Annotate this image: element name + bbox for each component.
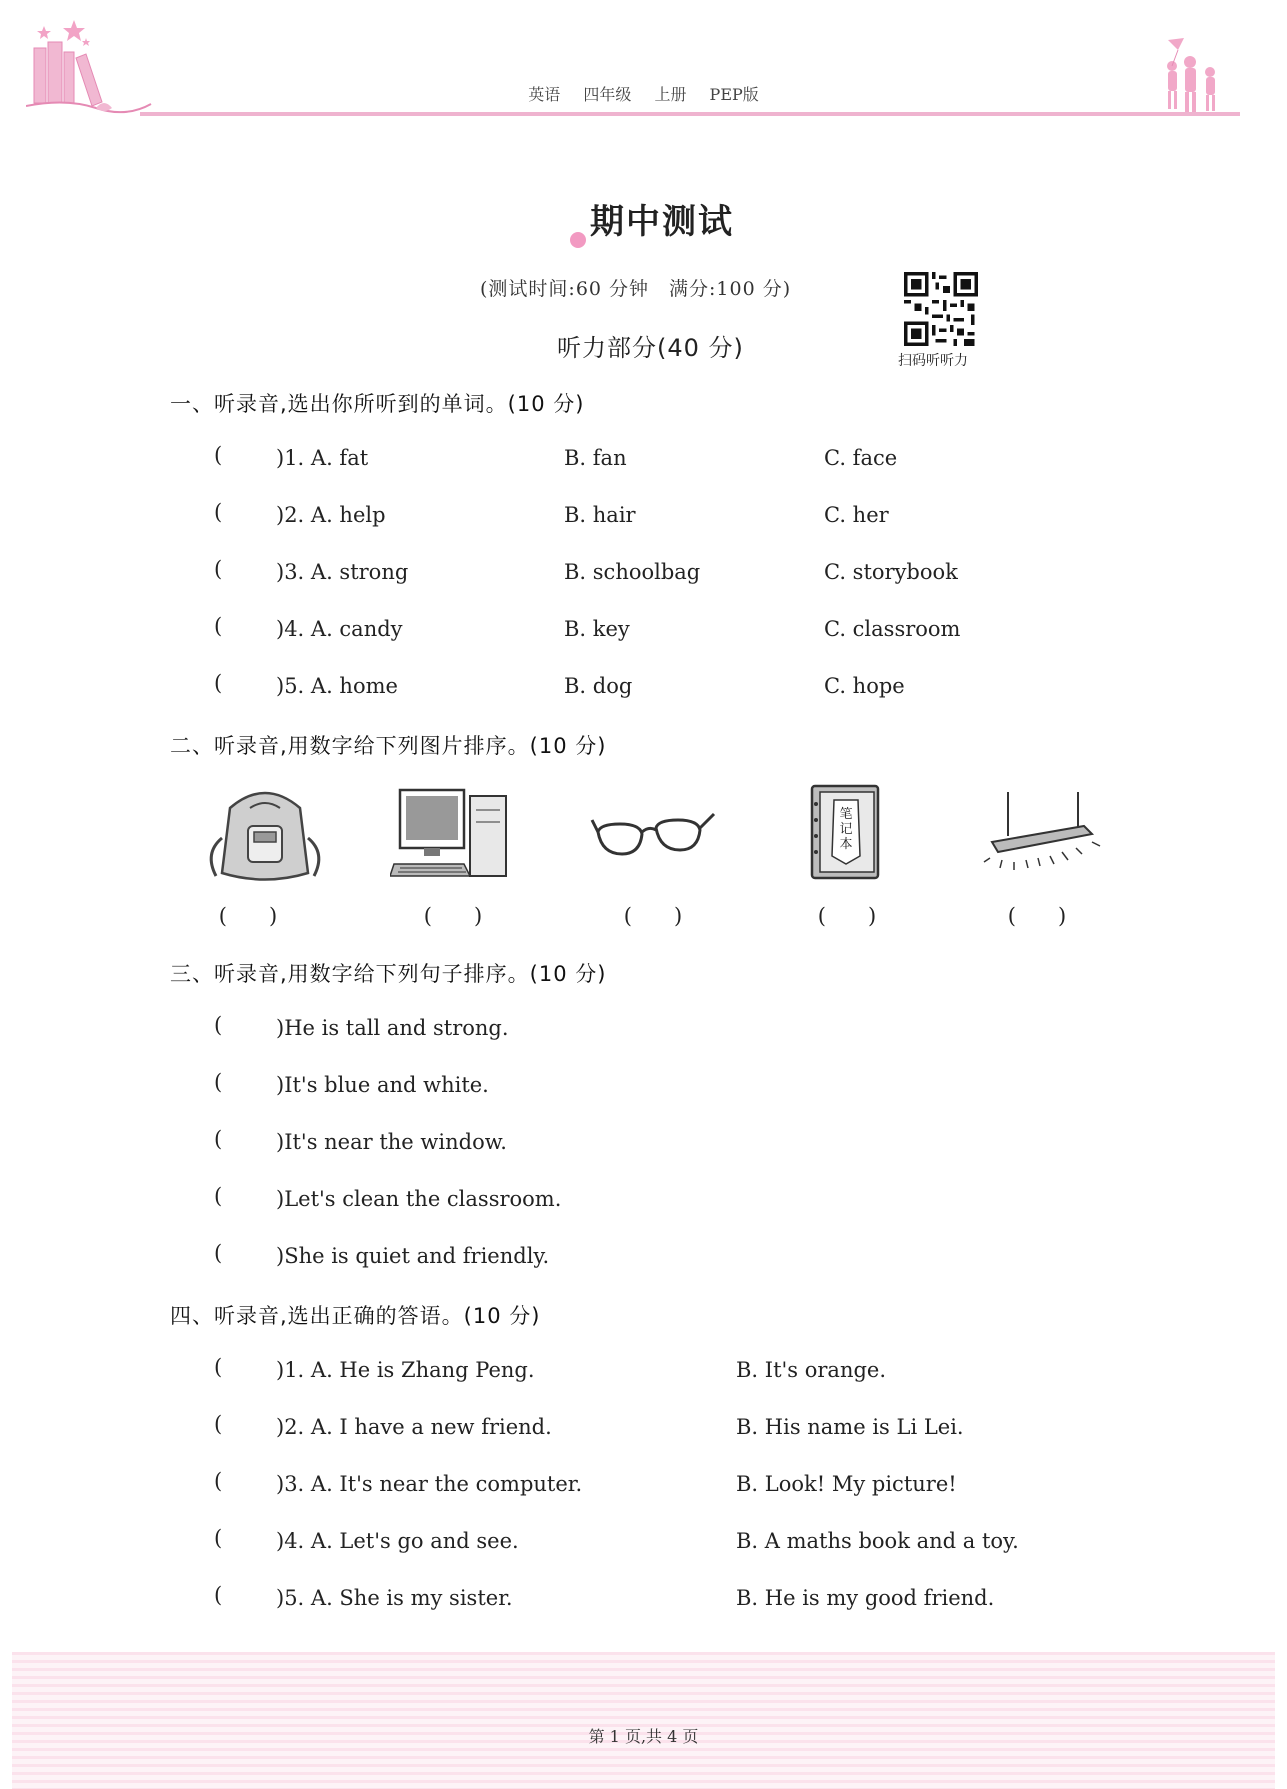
schoolbag-picture (200, 778, 330, 888)
s4-item-2-a: )2. A. I have a new friend. (276, 1415, 552, 1439)
answer-paren[interactable]: ( (214, 1355, 223, 1379)
picture-answer-paren[interactable]: ( ) (623, 904, 683, 928)
answer-paren[interactable]: ( (214, 1469, 223, 1493)
qr-code-icon[interactable] (904, 272, 978, 346)
answer-paren[interactable]: ( (214, 1526, 223, 1550)
s1-item-2-c: C. her (824, 503, 889, 527)
s3-sentence-2: )It's blue and white. (276, 1073, 489, 1097)
header-grade: 四年级 (583, 85, 632, 104)
picture-answer-paren[interactable]: ( ) (1007, 904, 1067, 928)
s3-sentence-3: )It's near the window. (276, 1130, 507, 1154)
picture-answer-paren[interactable]: ( ) (817, 904, 877, 928)
s4-item-3-b: B. Look! My picture! (736, 1472, 957, 1496)
answer-paren[interactable]: ( (214, 1241, 223, 1265)
qr-label: 扫码听听力 (898, 353, 968, 369)
s3-sentence-4: )Let's clean the classroom. (276, 1187, 562, 1211)
s1-item-3-c: C. storybook (824, 560, 958, 584)
test-info: (测试时间:60 分钟 满分:100 分) (480, 278, 792, 300)
s1-item-1-c: C. face (824, 446, 898, 470)
s1-item-4-b: B. key (564, 617, 630, 641)
answer-paren[interactable]: ( (214, 614, 223, 638)
s4-item-3-a: )3. A. It's near the computer. (276, 1472, 583, 1496)
answer-paren[interactable]: ( (214, 1583, 223, 1607)
section-3-title: 三、听录音,用数字给下列句子排序。(10 分) (170, 962, 607, 986)
notebook-picture (780, 780, 910, 890)
header-volume: 上册 (654, 85, 687, 104)
answer-paren[interactable]: ( (214, 1127, 223, 1151)
section-1-title: 一、听录音,选出你所听到的单词。(10 分) (170, 392, 585, 416)
picture-answer-paren[interactable]: ( ) (423, 904, 483, 928)
section-2-title: 二、听录音,用数字给下列图片排序。(10 分) (170, 734, 607, 758)
header-subject: 英语 (528, 85, 561, 104)
notebook-label: 笔记本 (839, 807, 853, 852)
s1-item-5-c: C. hope (824, 674, 905, 698)
title-dot (570, 232, 586, 248)
s1-item-4-c: C. classroom (824, 617, 961, 641)
s4-item-2-b: B. His name is Li Lei. (736, 1415, 964, 1439)
section-4-title: 四、听录音,选出正确的答语。(10 分) (170, 1304, 541, 1328)
page-number: 第 1 页,共 4 页 (588, 1727, 699, 1746)
answer-paren[interactable]: ( (214, 1184, 223, 1208)
ceiling-light-picture (980, 792, 1110, 902)
s1-item-3-b: B. schoolbag (564, 560, 701, 584)
s1-item-5-a: )5. A. home (276, 674, 398, 698)
decorative-books-logo (26, 18, 156, 123)
s1-item-5-b: B. dog (564, 674, 633, 698)
s1-item-3-a: )3. A. strong (276, 560, 409, 584)
s4-item-5-b: B. He is my good friend. (736, 1586, 995, 1610)
glasses-picture (590, 788, 720, 898)
s4-item-1-a: )1. A. He is Zhang Peng. (276, 1358, 535, 1382)
footer-band (12, 1652, 1275, 1789)
listening-heading: 听力部分(40 分) (557, 334, 744, 362)
s3-sentence-5: )She is quiet and friendly. (276, 1244, 550, 1268)
picture-answer-paren[interactable]: ( ) (218, 904, 278, 928)
s4-item-4-a: )4. A. Let's go and see. (276, 1529, 519, 1553)
answer-paren[interactable]: ( (214, 500, 223, 524)
s1-item-4-a: )4. A. candy (276, 617, 403, 641)
s1-item-2-b: B. hair (564, 503, 636, 527)
s4-item-4-b: B. A maths book and a toy. (736, 1529, 1019, 1553)
s4-item-1-b: B. It's orange. (736, 1358, 887, 1382)
header-divider (140, 112, 1240, 116)
s1-item-1-a: )1. A. fat (276, 446, 369, 470)
answer-paren[interactable]: ( (214, 1412, 223, 1436)
header-edition: PEP版 (709, 85, 759, 104)
page-title: 期中测试 (590, 202, 734, 242)
s1-item-1-b: B. fan (564, 446, 627, 470)
computer-picture (390, 778, 520, 888)
answer-paren[interactable]: ( (214, 1013, 223, 1037)
answer-paren[interactable]: ( (214, 557, 223, 581)
answer-paren[interactable]: ( (214, 443, 223, 467)
s4-item-5-a: )5. A. She is my sister. (276, 1586, 513, 1610)
s3-sentence-1: )He is tall and strong. (276, 1016, 509, 1040)
answer-paren[interactable]: ( (214, 1070, 223, 1094)
s1-item-2-a: )2. A. help (276, 503, 386, 527)
header-subject-line (0, 82, 1287, 105)
answer-paren[interactable]: ( (214, 671, 223, 695)
